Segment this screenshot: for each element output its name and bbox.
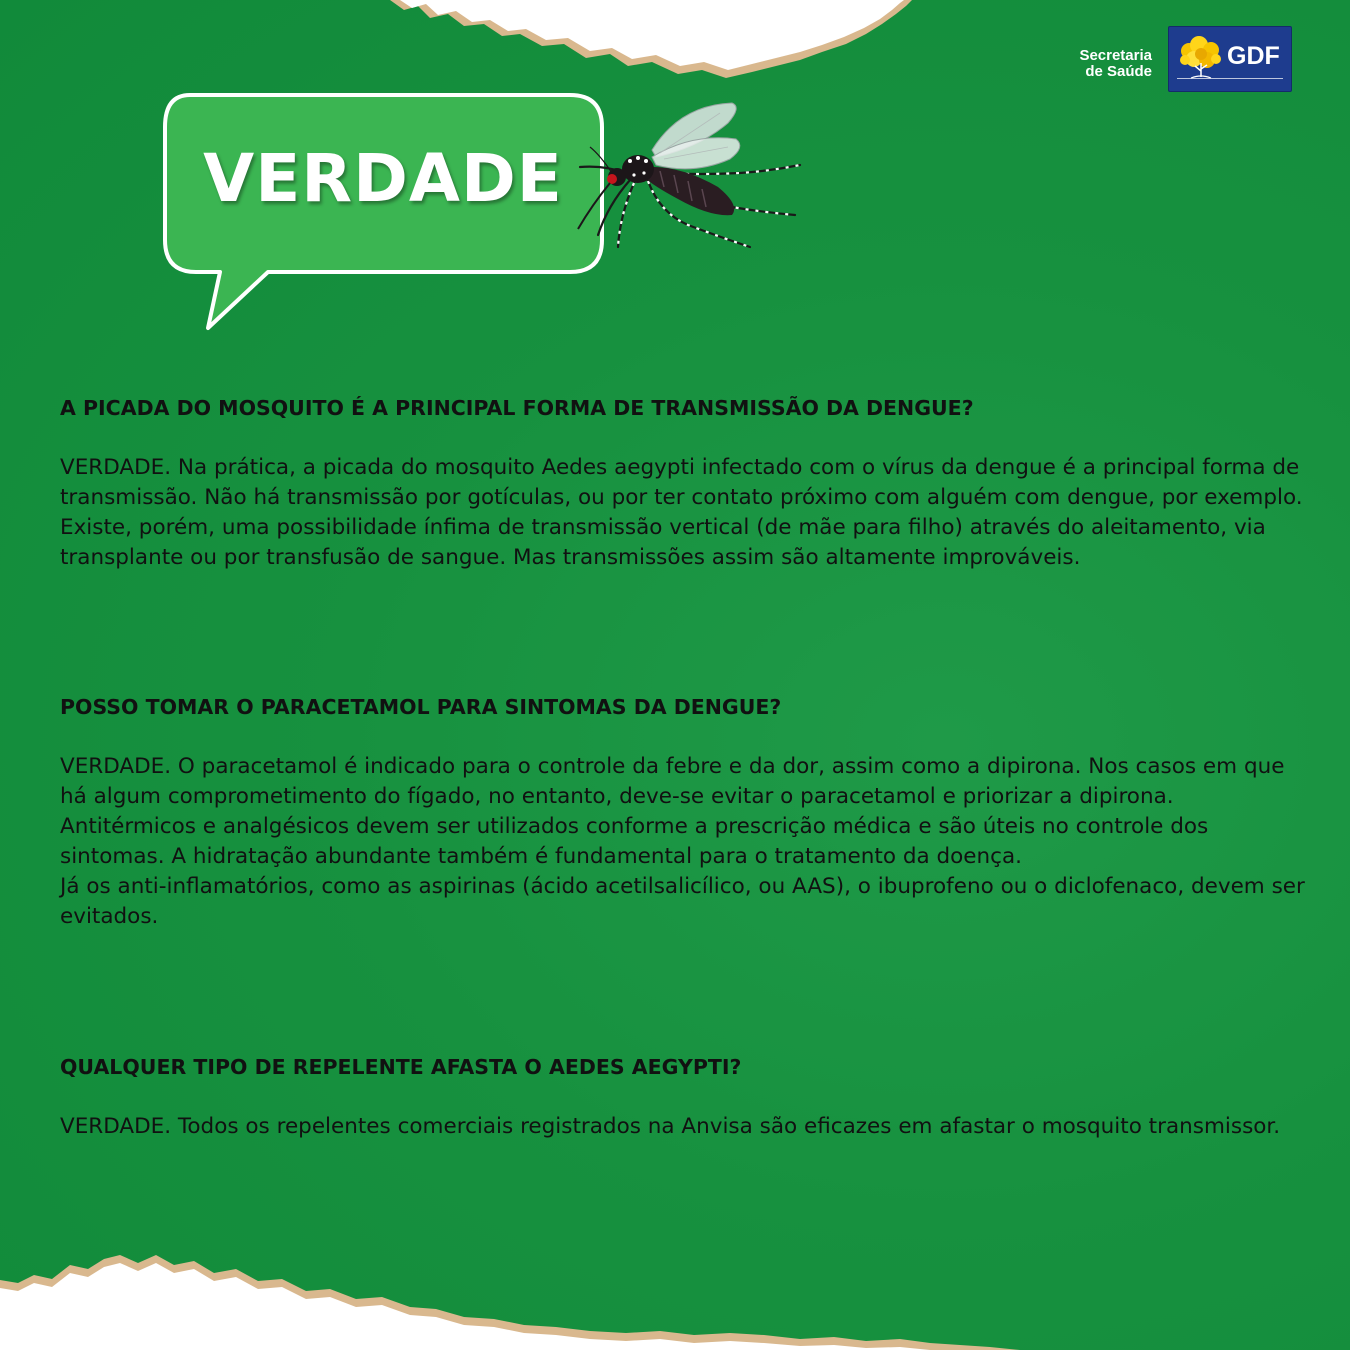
question-heading: QUALQUER TIPO DE REPELENTE AFASTA O AEDES AEGYPTI?: [60, 1055, 742, 1079]
mosquito-icon: [560, 95, 810, 260]
faq-section-transmissao: [60, 393, 1310, 573]
answer-paragraph: VERDADE. Todos os repelentes comerciais registrados na Anvisa são eficazes em afastar o mosquito transmissor.: [60, 1114, 1281, 1139]
question-heading: A PICADA DO MOSQUITO É A PRINCIPAL FORMA DE TRANSMISSÃO DA DENGUE?: [60, 396, 974, 420]
logo-dept-line1: Secretaria: [1079, 47, 1152, 64]
faq-section-repelente: [60, 1052, 1310, 1142]
answer-text: [60, 453, 1310, 573]
torn-paper-bottom: [0, 1235, 1350, 1350]
faq-section-paracetamol: [60, 692, 1310, 932]
question-heading: POSSO TOMAR O PARACETAMOL PARA SINTOMAS DA DENGUE?: [60, 695, 782, 719]
logo-gdf-text: GDF: [1227, 42, 1280, 70]
secretaria-de-saude-label: [1079, 48, 1152, 80]
logo-dept-line2: de Saúde: [1085, 63, 1152, 80]
answer-paragraph: Já os anti-inflamatórios, como as aspirinas (ácido acetilsalicílico, ou AAS), o ibuprofeno ou o diclofenaco, devem ser evitados.: [60, 874, 1305, 929]
gdf-logo-box: [1168, 26, 1292, 92]
answer-paragraph: Existe, porém, uma possibilidade ínfima de transmissão vertical (de mãe para filho) através do aleitamento, via transplante ou por transfusão de sangue. Mas transmissões assim são altamente improváveis.: [60, 515, 1266, 570]
verdade-badge-title: VERDADE: [203, 140, 563, 217]
logo-divider: [1177, 78, 1283, 79]
torn-paper-top: [360, 0, 920, 95]
gdf-logo: [1060, 26, 1292, 92]
answer-text: [60, 1112, 1310, 1142]
answer-paragraph: VERDADE. Na prática, a picada do mosquito Aedes aegypti infectado com o vírus da dengue é a principal forma de transmissão. Não há transmissão por gotículas, ou por ter contato próximo com alguém com dengue, por exemplo.: [60, 455, 1303, 510]
answer-paragraph: Antitérmicos e analgésicos devem ser utilizados conforme a prescrição médica e são úteis no controle dos sintomas. A hidratação abundante também é fundamental para o tratamento da doença.: [60, 814, 1209, 869]
answer-text: [60, 752, 1310, 932]
answer-paragraph: VERDADE. O paracetamol é indicado para o controle da febre e da dor, assim como a dipirona. Nos casos em que há algum comprometimento do fígado, no entanto, deve-se evitar o paracetamol e priorizar a dipirona.: [60, 754, 1285, 809]
